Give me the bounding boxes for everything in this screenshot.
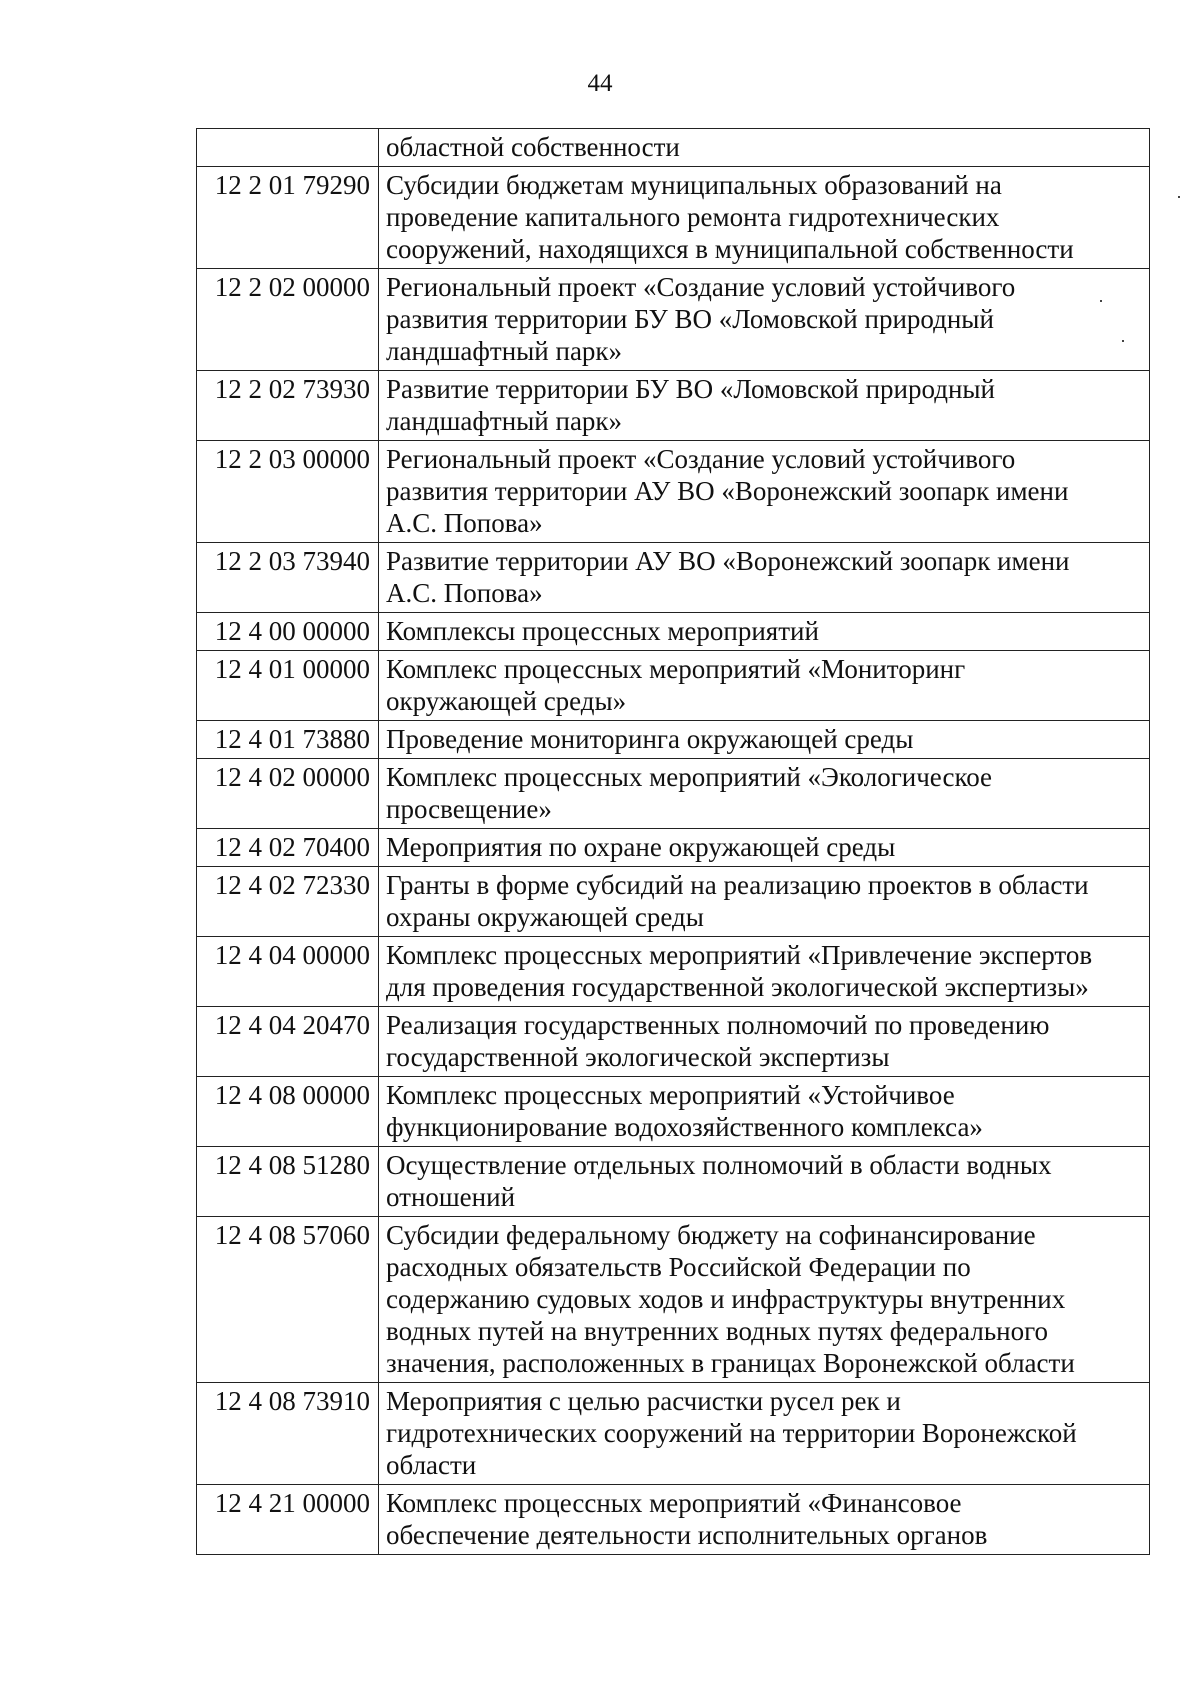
table-row [197, 651, 1150, 721]
description-line: государственной экологической экспертизы [386, 1042, 890, 1072]
description-line: окружающей среды» [386, 686, 627, 716]
description-line: области [386, 1450, 477, 1480]
description-cell [379, 371, 1150, 441]
table-row [197, 829, 1150, 867]
description-cell [379, 167, 1150, 269]
description-line: значения, расположенных в границах Воронежской области [386, 1348, 1075, 1378]
description-cell [379, 613, 1150, 651]
description-line: Мероприятия по охране окружающей среды [386, 832, 896, 862]
budget-code-cell: 12 4 21 00000 [197, 1485, 379, 1555]
description-cell [379, 1485, 1150, 1555]
table-row [197, 867, 1150, 937]
description-line: отношений [386, 1182, 516, 1212]
description-line: развития территории БУ ВО «Ломовской природный [386, 304, 994, 334]
budget-code-cell: 12 4 01 73880 [197, 721, 379, 759]
description-line: Субсидии бюджетам муниципальных образований на [386, 170, 1002, 200]
description-line: Осуществление отдельных полномочий в области водных [386, 1150, 1052, 1180]
table-row [197, 937, 1150, 1007]
description-line: Мероприятия с целью расчистки русел рек и [386, 1386, 901, 1416]
description-line: Комплекс процессных мероприятий «Привлечение экспертов [386, 940, 1093, 970]
description-line: Гранты в форме субсидий на реализацию проектов в области [386, 870, 1089, 900]
scan-speck [1178, 196, 1180, 198]
budget-code-cell: 12 4 04 20470 [197, 1007, 379, 1077]
budget-code-cell [197, 129, 379, 167]
description-line: Комплекс процессных мероприятий «Экологическое [386, 762, 993, 792]
table-row [197, 1077, 1150, 1147]
description-line: Комплекс процессных мероприятий «Финансовое [386, 1488, 962, 1518]
table-row [197, 543, 1150, 613]
table-row [197, 129, 1150, 167]
budget-code-cell: 12 2 02 00000 [197, 269, 379, 371]
description-line: расходных обязательств Российской Федерации по [386, 1252, 971, 1282]
description-line: Региональный проект «Создание условий устойчивого [386, 444, 1016, 474]
budget-code-cell: 12 2 02 73930 [197, 371, 379, 441]
description-line: сооружений, находящихся в муниципальной собственности [386, 234, 1074, 264]
description-line: содержанию судовых ходов и инфраструктуры внутренних [386, 1284, 1066, 1314]
description-line: областной собственности [386, 132, 680, 162]
description-line: Развитие территории БУ ВО «Ломовской природный [386, 374, 995, 404]
description-cell [379, 651, 1150, 721]
table-row [197, 167, 1150, 269]
table-row [197, 269, 1150, 371]
table-row [197, 441, 1150, 543]
budget-code-cell: 12 4 08 57060 [197, 1217, 379, 1383]
description-line: А.С. Попова» [386, 578, 543, 608]
budget-code-cell: 12 4 02 72330 [197, 867, 379, 937]
budget-code-cell: 12 4 08 00000 [197, 1077, 379, 1147]
table-row [197, 613, 1150, 651]
table-row [197, 1007, 1150, 1077]
description-cell [379, 1147, 1150, 1217]
table-row [197, 759, 1150, 829]
description-cell [379, 721, 1150, 759]
table-row [197, 1147, 1150, 1217]
description-line: Региональный проект «Создание условий устойчивого [386, 272, 1016, 302]
budget-code-cell: 12 4 01 00000 [197, 651, 379, 721]
description-line: водных путей на внутренних водных путях федерального [386, 1316, 1049, 1346]
description-cell [379, 1217, 1150, 1383]
description-cell [379, 441, 1150, 543]
description-line: Комплекс процессных мероприятий «Устойчивое [386, 1080, 955, 1110]
description-cell [379, 269, 1150, 371]
budget-code-cell: 12 4 08 51280 [197, 1147, 379, 1217]
description-cell [379, 937, 1150, 1007]
scan-speck [1122, 340, 1124, 342]
description-cell [379, 543, 1150, 613]
description-cell [379, 829, 1150, 867]
description-line: обеспечение деятельности исполнительных органов [386, 1520, 988, 1550]
budget-code-cell: 12 4 02 70400 [197, 829, 379, 867]
table-row [197, 1217, 1150, 1383]
budget-code-cell: 12 4 08 73910 [197, 1383, 379, 1485]
description-line: Комплекс процессных мероприятий «Мониторинг [386, 654, 966, 684]
description-cell [379, 867, 1150, 937]
description-line: охраны окружающей среды [386, 902, 704, 932]
description-line: А.С. Попова» [386, 508, 543, 538]
description-cell [379, 1077, 1150, 1147]
page-number: 44 [587, 70, 613, 97]
description-line: проведение капитального ремонта гидротехнических [386, 202, 1000, 232]
description-cell [379, 129, 1150, 167]
description-line: для проведения государственной экологической экспертизы» [386, 972, 1089, 1002]
description-line: Субсидии федеральному бюджету на софинансирование [386, 1220, 1036, 1250]
budget-code-cell: 12 4 00 00000 [197, 613, 379, 651]
table-row [197, 371, 1150, 441]
description-line: Комплексы процессных мероприятий [386, 616, 819, 646]
description-line: ландшафтный парк» [386, 336, 623, 366]
description-line: развития территории АУ ВО «Воронежский зоопарк имени [386, 476, 1069, 506]
description-cell [379, 1007, 1150, 1077]
description-line: функционирование водохозяйственного комплекса» [386, 1112, 983, 1142]
table-row [197, 1485, 1150, 1555]
description-cell [379, 759, 1150, 829]
budget-code-cell: 12 2 01 79290 [197, 167, 379, 269]
budget-code-cell: 12 2 03 73940 [197, 543, 379, 613]
description-line: Проведение мониторинга окружающей среды [386, 724, 914, 754]
table-row [197, 721, 1150, 759]
budget-classification-table [196, 128, 1150, 1555]
description-cell [379, 1383, 1150, 1485]
description-line: просвещение» [386, 794, 552, 824]
budget-code-cell: 12 2 03 00000 [197, 441, 379, 543]
table-body [197, 129, 1150, 1555]
description-line: Развитие территории АУ ВО «Воронежский зоопарк имени [386, 546, 1070, 576]
description-line: Реализация государственных полномочий по проведению [386, 1010, 1050, 1040]
budget-code-cell: 12 4 02 00000 [197, 759, 379, 829]
description-line: ландшафтный парк» [386, 406, 623, 436]
budget-code-cell: 12 4 04 00000 [197, 937, 379, 1007]
description-line: гидротехнических сооружений на территории Воронежской [386, 1418, 1077, 1448]
scan-speck [1100, 300, 1102, 302]
table-row [197, 1383, 1150, 1485]
